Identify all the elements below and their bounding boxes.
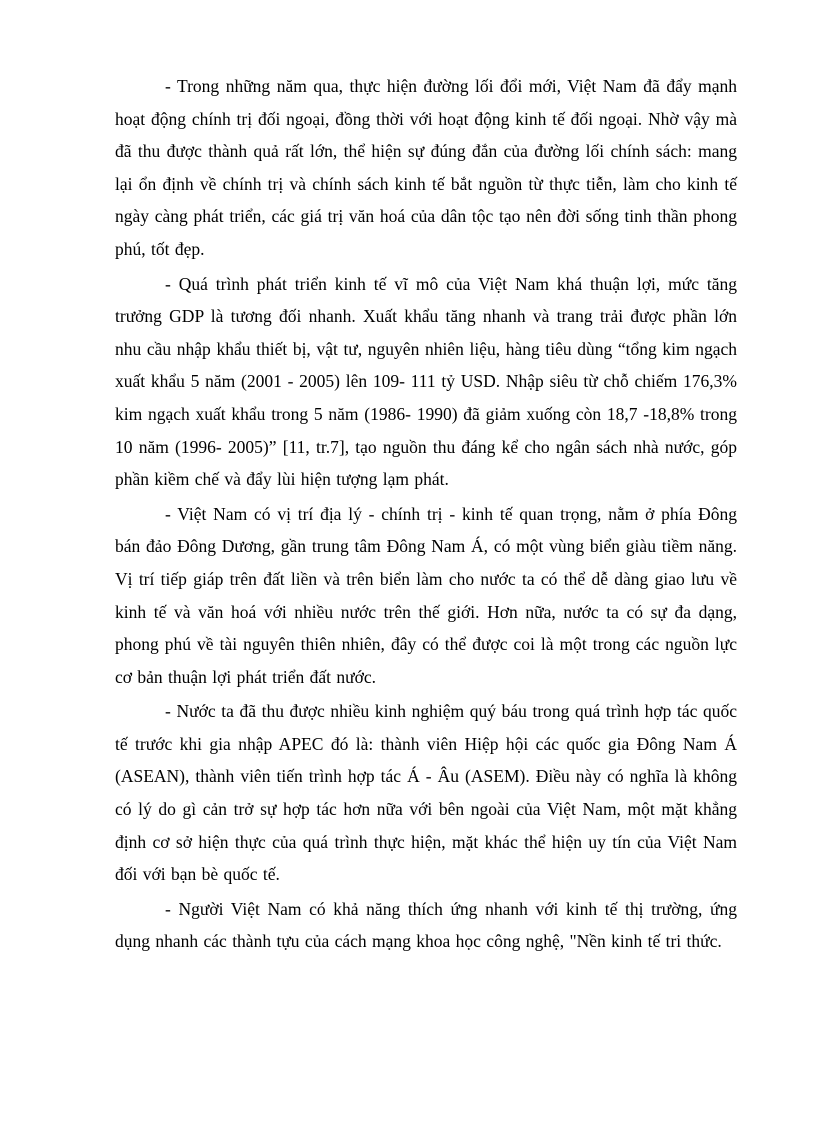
document-body [115, 70, 737, 960]
paragraph-political-foreign-relations: - Trong những năm qua, thực hiện đường lối đổi mới, Việt Nam đã đẩy mạnh hoạt động chính trị đối ngoại, đồng thời với hoạt động kinh tế đối ngoại. Nhờ vậy mà đã thu được thành quả rất lớn, thể hiện sự đúng đắn của đường lối chính sách: mang lại ổn định về chính trị và chính sách kinh tế bắt nguồn từ thực tiễn, làm cho kinh tế ngày càng phát triển, các giá trị văn hoá của dân tộc tạo nên đời sống tinh thần phong phú, tốt đẹp. [115, 76, 737, 259]
paragraph-macroeconomic-growth: - Quá trình phát triển kinh tế vĩ mô của Việt Nam khá thuận lợi, mức tăng trưởng GDP là tương đối nhanh. Xuất khẩu tăng nhanh và trang trải được phần lớn nhu cầu nhập khẩu thiết bị, vật tư, nguyên nhiên liệu, hàng tiêu dùng “tổng kim ngạch xuất khẩu 5 năm (2001 - 2005) lên 109- 111 tỷ USD. Nhập siêu từ chỗ chiếm 176,3% kim ngạch xuất khẩu trong 5 năm (1986- 1990) đã giảm xuống còn 18,7 -18,8% trong 10 năm (1996- 2005)” [11, tr.7], tạo nguồn thu đáng kể cho ngân sách nhà nước, góp phần kiềm chế và đẩy lùi hiện tượng lạm phát. [115, 273, 737, 490]
paragraph-geographic-position: - Việt Nam có vị trí địa lý - chính trị - kinh tế quan trọng, nằm ở phía Đông bán đảo Đông Dương, gần trung tâm Đông Nam Á, có một vùng biển giàu tiềm năng. Vị trí tiếp giáp trên đất liền và trên biển làm cho nước ta có thể dễ dàng giao lưu về kinh tế và văn hoá với nhiều nước trên thế giới. Hơn nữa, nước ta có sự đa dạng, phong phú về tài nguyên thiên nhiên, đây có thể được coi là một trong các nguồn lực cơ bản thuận lợi phát triển đất nước. [115, 503, 737, 687]
paragraph-international-cooperation: - Nước ta đã thu được nhiều kinh nghiệm quý báu trong quá trình hợp tác quốc tế trước khi gia nhập APEC đó là: thành viên Hiệp hội các quốc gia Đông Nam Á (ASEAN), thành viên tiến trình hợp tác Á - Âu (ASEM). Điều này có nghĩa là không có lý do gì cản trở sự hợp tác hơn nữa với bên ngoài của Việt Nam, một mặt khẳng định cơ sở hiện thực của quá trình thực hiện, mặt khác thể hiện uy tín của Việt Nam đối với bạn bè quốc tế. [115, 701, 737, 885]
paragraph-market-adaptation: - Người Việt Nam có khả năng thích ứng nhanh với kinh tế thị trường, ứng dụng nhanh các thành tựu của cách mạng khoa học công nghệ, "Nền kinh tế tri thức. [115, 898, 737, 952]
